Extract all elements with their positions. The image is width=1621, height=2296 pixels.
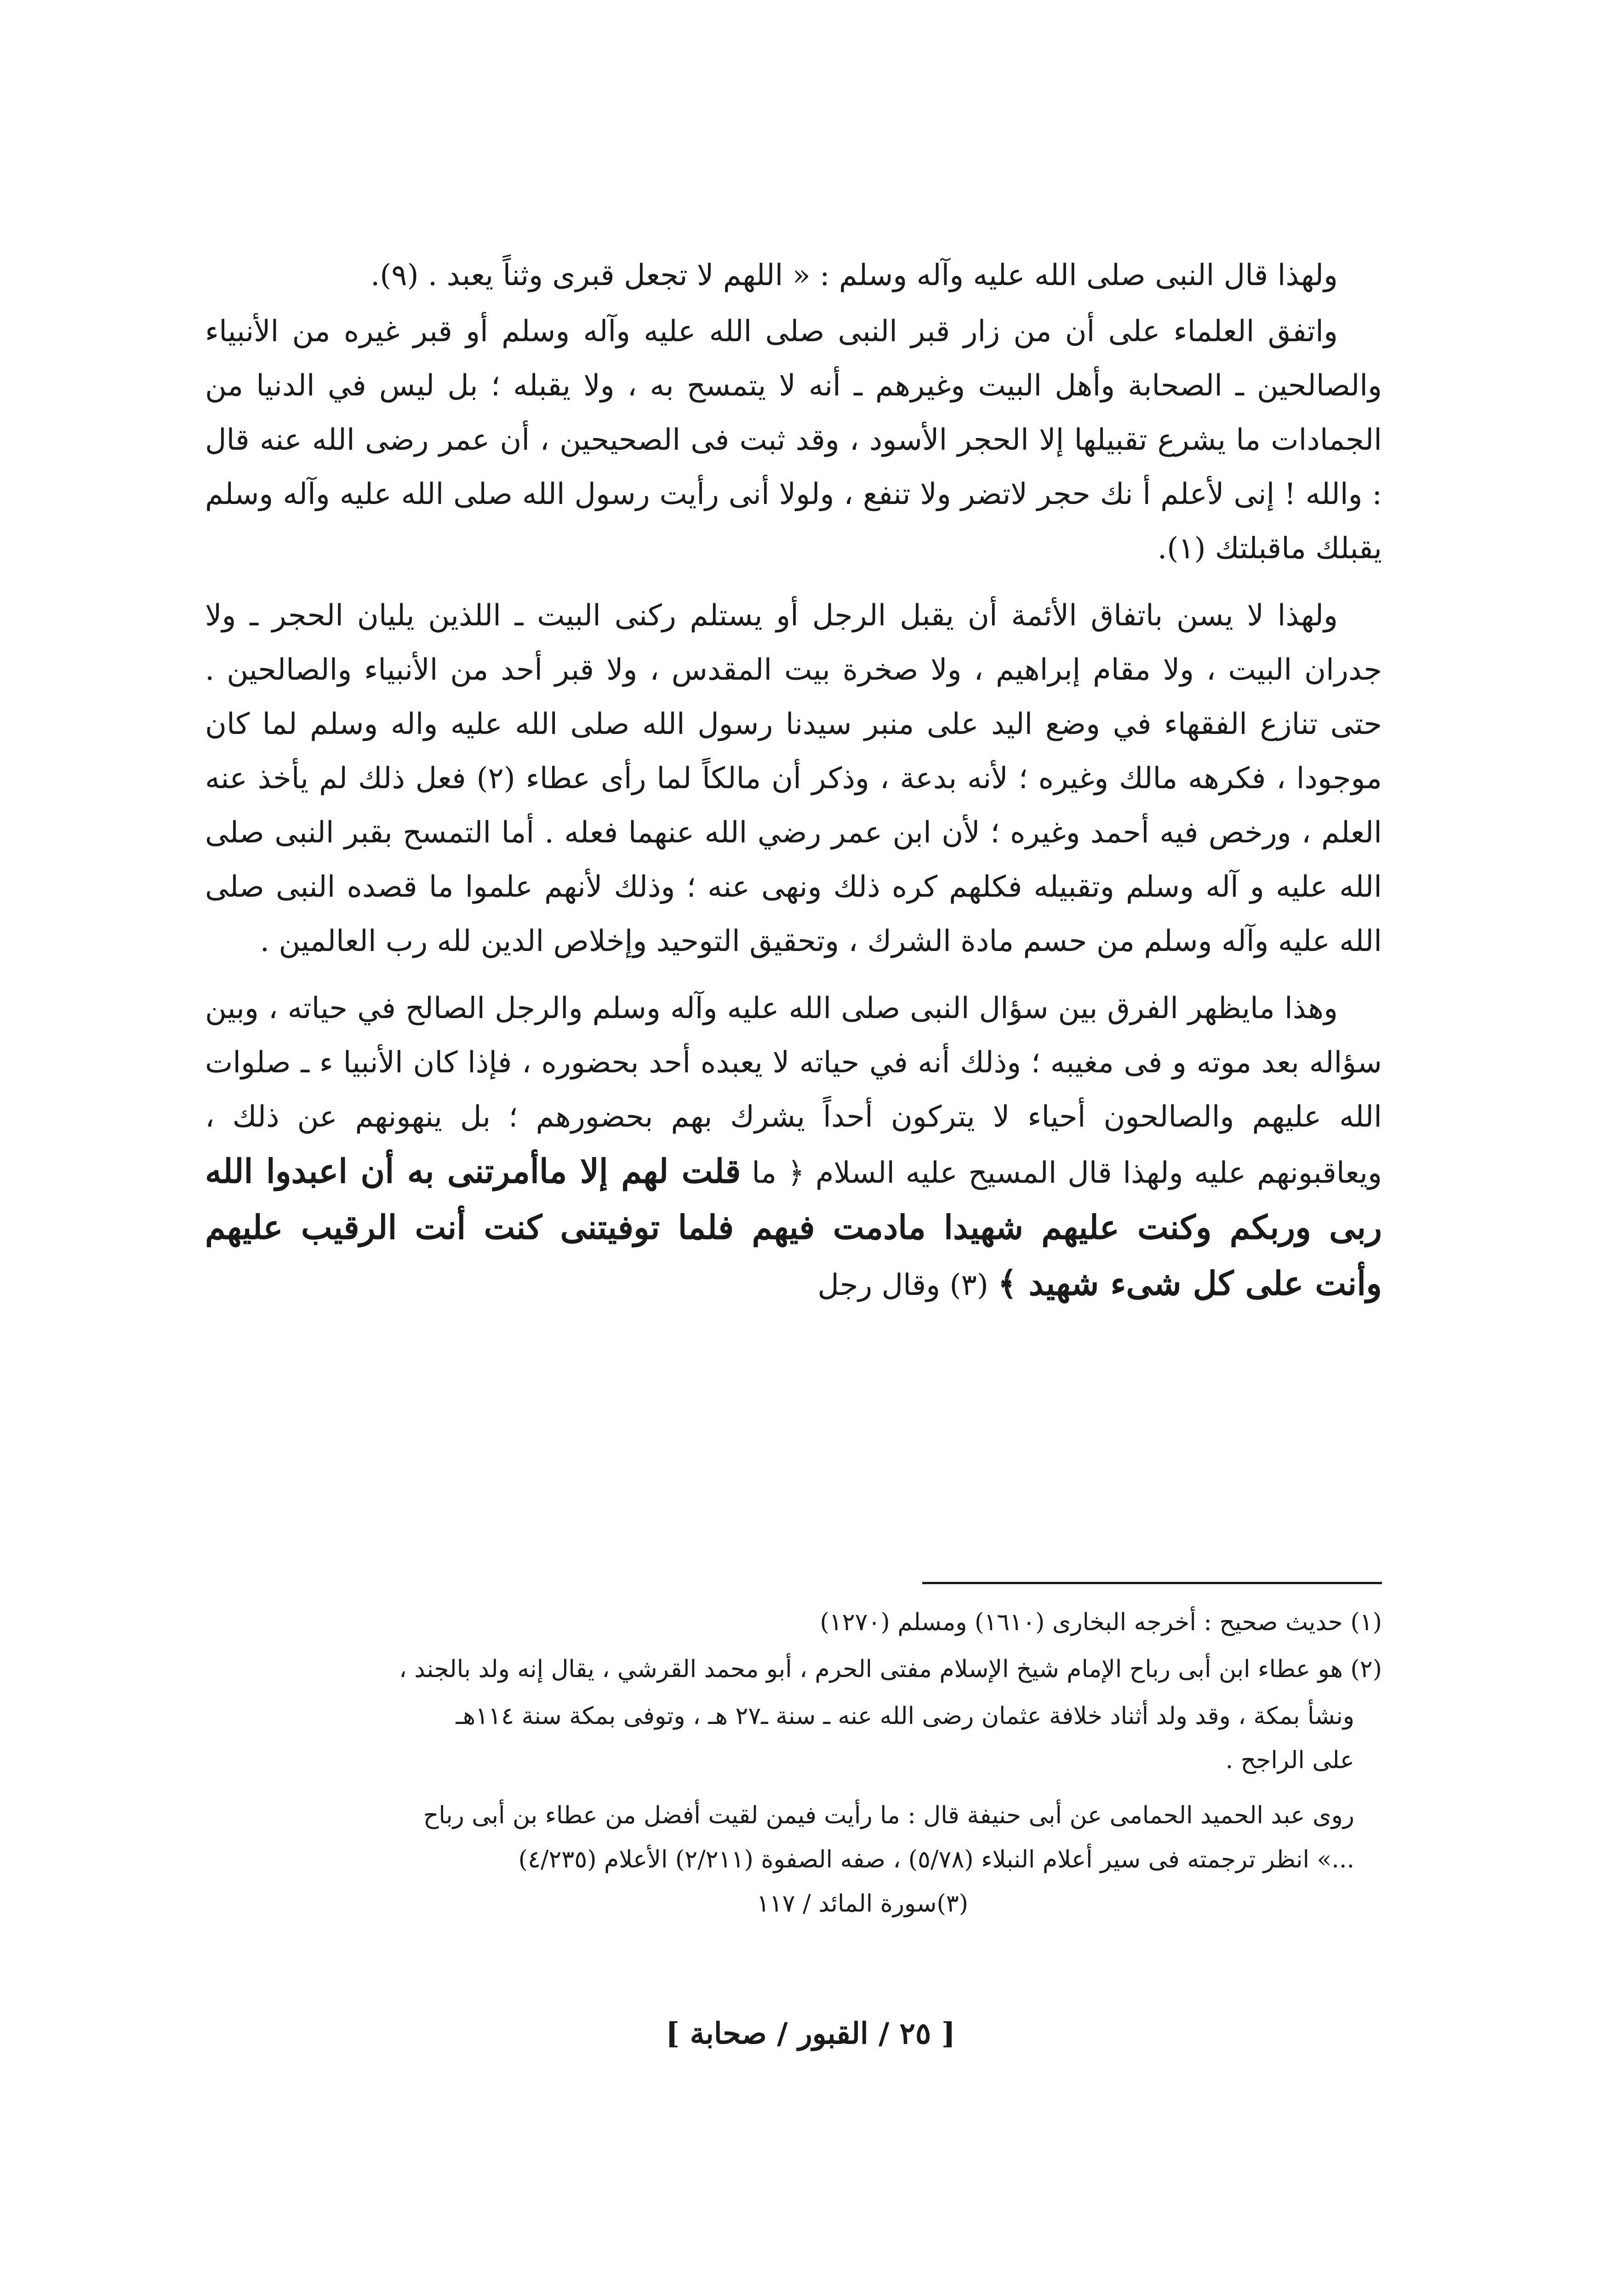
footnote-2-continuation: روى عبد الحميد الحمامى عن أبى حنيفة قال : ما رأيت فيمن لقيت أفضل من عطاء بن أبى رباح (423, 1802, 1354, 1829)
paragraph-difference-text: وهذا مايظهر الفرق بين سؤال النبى صلى الله عليه وآله وسلم والرجل الصالح في حياته ، وبين سؤاله بعد موته و فى مغيبه ؛ وذلك أنه في حياته لا يعبده أحد بحضوره ، فإذا كان الأنبيا ء ـ صلوات الله عليهم والصالحون أحياء لا يتركون أحداً يشرك بهم بحضورهم ؛ بل ينهونهم عن ذلك ، ويعاقبونهم عليه ولهذا قال المسيح عليه السلام ﴿ ما (205, 991, 1382, 1190)
paragraph-difference-tail: (٣) وقال رجل (817, 1268, 988, 1302)
footnote-2-continuation: ونشأ بمكة ، وقد ولد أثناد خلافة عثمان رضى الله عنه ـ سنة ـ٢٧ هـ ، وتوفى بمكة سنة ١١٤هـ (456, 1702, 1354, 1730)
paragraph-scholars-agreement: واتفق العلماء على أن من زار قبر النبى صلى الله عليه وآله وسلم أو قبر غيره من الأنبياء والصالحين ـ الصحابة وأهل البيت وغيرهم ـ أنه لا يتمسح به ، ولا يقبله ؛ بل ليس في الدنيا من الجمادات ما يشرع تقبيلها إلا الحجر الأسود ، وقد ثبت فى الصحيحين ، أن عمر رضى الله عنه قال : والله ! إنى لأعلم أ نك حجر لاتضر ولا تنفع ، ولولا أنى رأيت رسول الله صلى الله عليه وآله وسلم يقبلك ماقبلتك (١). (205, 315, 1382, 566)
paragraph-difference (205, 981, 1382, 1312)
quranic-verse: قلت لهم إلا ماأمرتنى به أن اعبدوا الله ربى وربكم وكنت عليهم شهيدا مادمت فيهم فلما توفيتنى كنت أنت الرقيب عليهم وأنت على كل شىء شهيد ﴾ (205, 1151, 1382, 1303)
footnote-2-continuation: ...» انظر ترجمته فى سير أعلام النبلاء (٥/٧٨) ، صفه الصفوة (٢/٢١١) الأعلام (٤/٢٣٥) (518, 1846, 1354, 1873)
page-footer-label: [ ٢٥ / القبور / صحابة ] (666, 2016, 955, 2051)
main-text-block (205, 248, 1382, 1325)
paragraph-imams-consensus: ولهذا لا يسن باتفاق الأئمة أن يقبل الرجل أو يستلم ركنى البيت ـ اللذين يليان الحجر ـ ولا جدران البيت ، ولا مقام إبراهيم ، ولا صخرة بيت المقدس ، ولا قبر أحد من الأنبياء والصالحين . حتى تنازع الفقهاء في وضع اليد على منبر سيدنا رسول الله صلى الله عليه واله وسلم لما كان موجودا ، فكرهه مالك وغيره ؛ لأنه بدعة ، وذكر أن مالكاً لما رأى عطاء (٢) فعل ذلك لم يأخذ عنه العلم ، ورخص فيه أحمد وغيره ؛ لأن ابن عمر رضي الله عنهما فعله . أما التمسح بقبر النبى صلى الله عليه و آله وسلم وتقبيله فكلهم كره ذلك ونهى عنه ؛ وذلك لأنهم علموا ما قصده النبى صلى الله عليه وآله وسلم من حسم مادة الشرك ، وتحقيق التوحيد وإخلاص الدين لله رب العالمين . (205, 599, 1382, 958)
footnote-2: (٢) هو عطاء ابن أبى رباح الإمام شيخ الإسلام مفتى الحرم ، أبو محمد القرشي ، يقال إنه ولد بالجند ، (399, 1655, 1382, 1683)
footnote-1: (١) حديث صحيح : أخرجه البخارى (١٦١٠) ومسلم (١٢٧٠) (820, 1609, 1382, 1636)
paragraph-hadith: ولهذا قال النبى صلى الله عليه وآله وسلم : « اللهم لا تجعل قبرى وثناً يعبد . (٩). (370, 258, 1338, 292)
footnote-2-continuation: على الراجح . (1225, 1746, 1354, 1774)
footnote-divider (922, 1582, 1382, 1584)
footnote-3: (٣)سورة المائد / ١١٧ (756, 1890, 968, 1918)
footnotes-block (205, 1600, 1382, 1926)
